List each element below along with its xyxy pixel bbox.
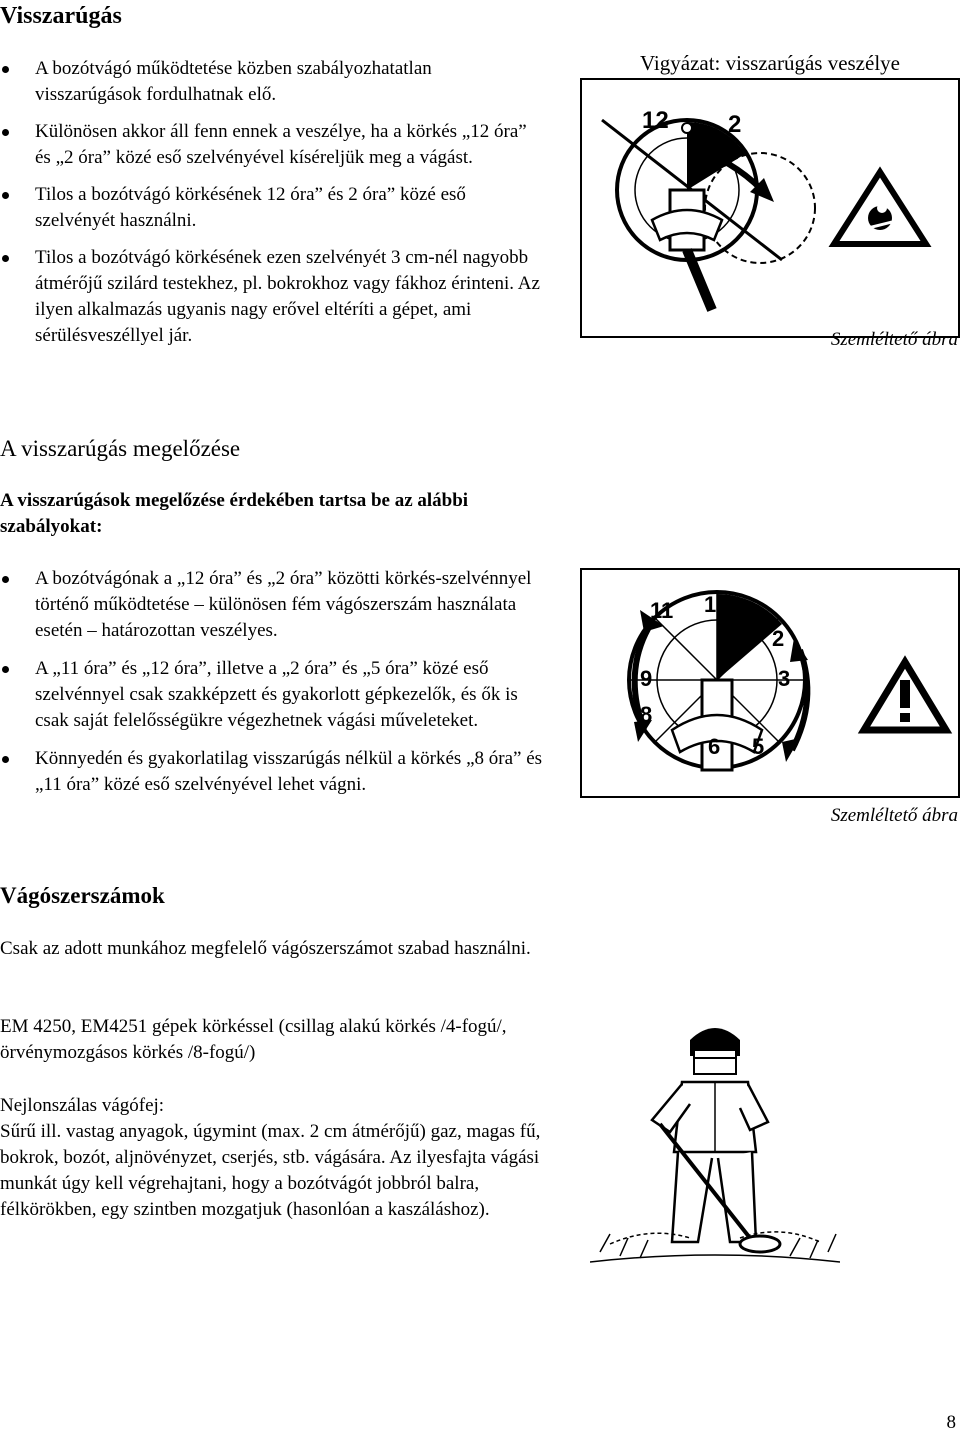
bullet-icon [2, 666, 9, 673]
section-title-prevention: A visszarúgás megelőzése [0, 436, 241, 461]
cutting-tools-paragraph-1: Csak az adott munkához megfelelő vágószerszámot szabad használni. [0, 938, 531, 959]
prevention-intro: A visszarúgások megelőzése érdekében tartsa be az alábbi szabályokat: [0, 490, 469, 537]
clock-label-2: 2 [772, 626, 785, 651]
bullet-icon [2, 192, 9, 199]
clock-label-9: 9 [640, 666, 653, 691]
clock-label-12: 12 [642, 107, 669, 134]
list-item: A „11 óra” és „12 óra”, illetve a „2 óra” és „5 óra” közé eső szelvénnyel csak szakképzett és gyakorlott gépkezelők, és ők is csak saját felelősségükre végezhetnek vágási műveleteket. [0, 656, 545, 734]
clock-figure [580, 568, 960, 798]
bullet-icon [2, 66, 9, 73]
page-number: 8 [946, 1412, 956, 1433]
clock-zone-illustration [582, 570, 958, 796]
kickback-bullet-list [0, 56, 540, 349]
clock-label-5: 5 [752, 734, 765, 759]
bullet-icon [2, 255, 9, 262]
nylon-head-paragraph: Sűrű ill. vastag anyagok, úgymint (max. 2 cm átmérőjű) gaz, magas fű, bokrok, bozót, aljnövényzet, cserjés, stb. vágására. Az ilyesfajta vágási munkát úgy kell végrehajtani, hogy a bozótvágót jobbról balra, félkörökben, egy szintben mozgatjuk (hasonlóan a kaszáláshoz). [0, 1121, 541, 1220]
kickback-illustration [582, 80, 958, 336]
clock-label-12: 12 [704, 592, 729, 617]
kickback-figure [580, 78, 960, 338]
list-item: Tilos a bozótvágó körkésének ezen szelvényét 3 cm-nél nagyobb átmérőjű szilárd testekhez, pl. bokrokhoz vagy fákhoz érinteni. Az ilyen alkalmazás ugyanis nagy erővel eltéríti a gépet, ami sérülésveszéllyel jár. [0, 245, 540, 349]
bullet-icon [2, 576, 9, 583]
figure-title-kickback: Vigyázat: visszarúgás veszélye [640, 51, 900, 75]
section-title-cutting-tools: Vágószerszámok [0, 883, 165, 908]
figure-caption-clock: Szemléltető ábra [830, 805, 958, 826]
prevention-bullet-list [0, 566, 545, 798]
clock-label-3: 3 [778, 666, 791, 691]
bullet-icon [2, 129, 9, 136]
cutting-tools-paragraph-2: EM 4250, EM4251 gépek körkéssel (csillag alakú körkés /4-fogú/, örvénymozgásos körkés /8-fogú/) [0, 1016, 507, 1063]
list-item: Tilos a bozótvágó körkésének 12 óra” és 2 óra” közé eső szelvényét használni. [0, 182, 540, 234]
bullet-icon [2, 756, 9, 763]
operator-with-trimmer-icon [590, 1012, 840, 1274]
operator-illustration [590, 1012, 840, 1274]
list-item: Könnyedén és gyakorlatilag visszarúgás nélkül a körkés „8 óra” és „11 óra” közé eső szelvényével lehet vágni. [0, 746, 545, 798]
clock-label-6: 6 [708, 734, 721, 759]
list-item: A bozótvágó működtetése közben szabályozhatatlan visszarúgások fordulhatnak elő. [0, 56, 540, 108]
section-title-kickback: Visszarúgás [0, 3, 122, 29]
clock-label-2: 2 [728, 111, 742, 138]
list-item: Különösen akkor áll fenn ennek a veszélye, ha a körkés „12 óra” és „2 óra” közé eső szelvényével kíséreljük meg a vágást. [0, 119, 540, 171]
figure-caption-kickback: Szemléltető ábra [830, 329, 958, 350]
clock-label-11: 11 [650, 598, 674, 623]
list-item: A bozótvágónak a „12 óra” és „2 óra” közötti körkés-szelvénnyel történő működtetése – különösen fém vágószerszám használata esetén – határozottan veszélyes. [0, 566, 545, 644]
nylon-head-title: Nejlonszálas vágófej: [0, 1095, 165, 1116]
clock-label-8: 8 [640, 702, 653, 727]
